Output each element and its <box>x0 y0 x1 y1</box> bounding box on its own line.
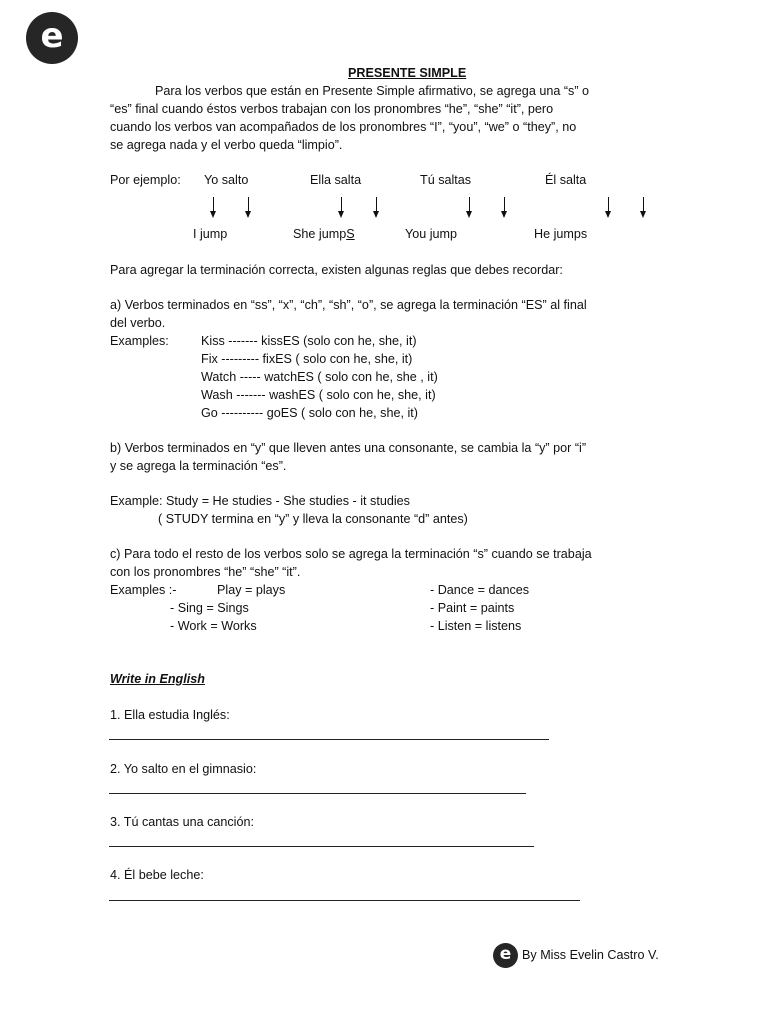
exercise-item-2: 2. Yo salto en el gimnasio: <box>110 762 257 776</box>
rule-a-examples-label: Examples: <box>110 334 169 348</box>
example-english-i: I jump <box>193 227 228 241</box>
intro-line-4: se agrega nada y el verbo queda “limpio”. <box>110 138 343 152</box>
example-english-he: He jumps <box>534 227 588 241</box>
example-label: Por ejemplo: <box>110 173 181 187</box>
exercise-item-4: 4. Él bebe leche: <box>110 868 204 882</box>
exercise-item-1: 1. Ella estudia Inglés: <box>110 708 230 722</box>
rule-b-line-1: b) Verbos terminados en “y” que lleven antes una consonante, se cambia la “y” por “i” <box>110 441 587 455</box>
example-english-she-suffix: S <box>346 227 355 241</box>
example-english-you: You jump <box>405 227 458 241</box>
intro-line-2: “es” final cuando éstos verbos trabajan con los pronombres “he”, “she” “it”, pero <box>110 102 554 116</box>
down-arrow-icon <box>504 197 505 213</box>
page-title: PRESENTE SIMPLE <box>348 66 467 80</box>
answer-line-1[interactable] <box>109 739 549 740</box>
rule-c-example-right: - Dance = dances <box>430 583 530 597</box>
intro-line-1: Para los verbos que están en Presente Simple afirmativo, se agrega una “s” o <box>155 84 590 98</box>
example-spanish-ella: Ella salta <box>310 173 362 187</box>
down-arrow-icon <box>213 197 214 213</box>
rule-c-example-left: - Sing = Sings <box>170 601 249 615</box>
rules-intro: Para agregar la terminación correcta, existen algunas reglas que debes recordar: <box>110 263 563 277</box>
down-arrow-icon <box>376 197 377 213</box>
down-arrow-icon <box>248 197 249 213</box>
down-arrow-icon <box>341 197 342 213</box>
rule-c-line-1: c) Para todo el resto de los verbos solo se agrega la terminación “s” cuando se trabaja <box>110 547 592 561</box>
answer-line-4[interactable] <box>109 900 580 901</box>
footer-logo-icon: e <box>493 943 518 968</box>
answer-line-3[interactable] <box>109 846 534 847</box>
rule-c-example-right: - Listen = listens <box>430 619 522 633</box>
rule-a-example: Fix --------- fixES ( solo con he, she, it) <box>201 352 413 366</box>
rule-c-example-left: Play = plays <box>217 583 286 597</box>
rule-b-line-2: y se agrega la terminación “es”. <box>110 459 287 473</box>
example-spanish-el: Él salta <box>545 173 587 187</box>
exercise-heading: Write in English <box>110 672 205 686</box>
example-spanish-tu: Tú saltas <box>420 173 472 187</box>
down-arrow-icon <box>469 197 470 213</box>
example-english-she: She jumpS <box>293 227 355 241</box>
down-arrow-icon <box>643 197 644 213</box>
answer-line-2[interactable] <box>109 793 526 794</box>
rule-a-example: Watch ----- watchES ( solo con he, she , it) <box>201 370 438 384</box>
down-arrow-icon <box>608 197 609 213</box>
rule-a-example: Wash ------- washES ( solo con he, she, it) <box>201 388 436 402</box>
footer-author: By Miss Evelin Castro V. <box>522 948 659 962</box>
intro-line-3: cuando los verbos van acompañados de los pronombres “I”, “you”, “we” o “they”, no <box>110 120 577 134</box>
rule-a-line-1: a) Verbos terminados en “ss”, “x”, “ch”, “sh”, “o”, se agrega la terminación “ES” al final <box>110 298 587 312</box>
example-spanish-yo: Yo salto <box>204 173 249 187</box>
rule-a-example: Go ---------- goES ( solo con he, she, it) <box>201 406 418 420</box>
rule-b-example: Example: Study = He studies - She studies - it studies <box>110 494 410 508</box>
rule-c-examples-label: Examples :- <box>110 583 177 597</box>
rule-a-example: Kiss ------- kissES (solo con he, she, it) <box>201 334 417 348</box>
exercise-item-3: 3. Tú cantas una canción: <box>110 815 254 829</box>
rule-a-line-2: del verbo. <box>110 316 166 330</box>
rule-b-note: ( STUDY termina en “y” y lleva la consonante “d” antes) <box>158 512 468 526</box>
brand-logo-icon: e <box>26 12 78 64</box>
rule-c-example-right: - Paint = paints <box>430 601 515 615</box>
rule-c-example-left: - Work = Works <box>170 619 257 633</box>
rule-c-line-2: con los pronombres “he” “she” “it”. <box>110 565 301 579</box>
